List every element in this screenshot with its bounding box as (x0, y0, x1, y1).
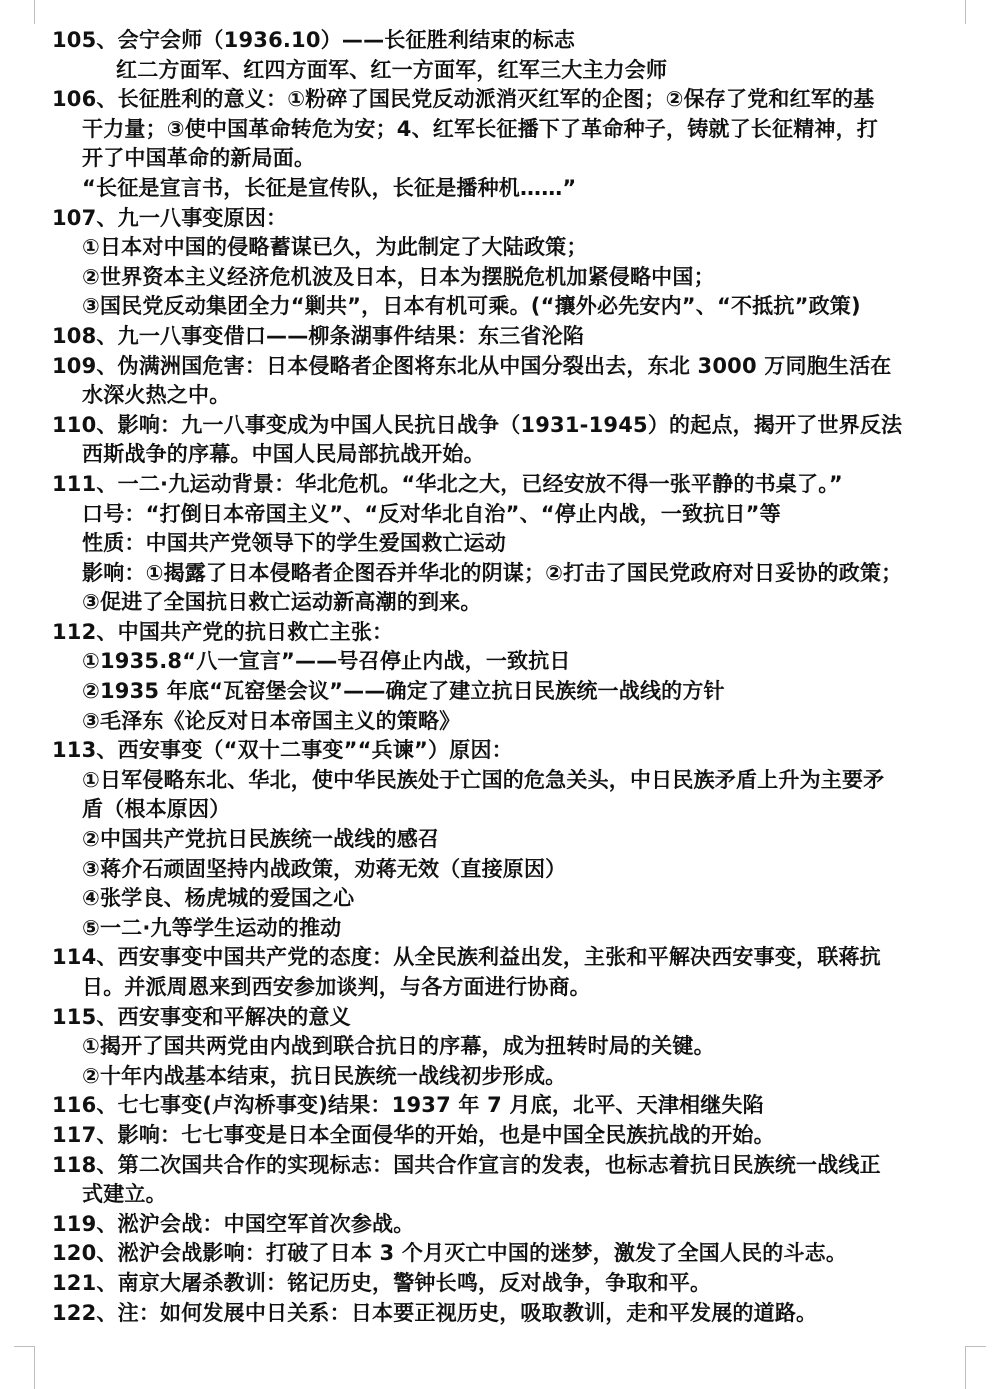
text-line: “长征是宣言书，长征是宣传队，长征是播种机……” (82, 175, 577, 200)
text-line: 红二方面军、红四方面军、红一方面军，红军三大主力会师 (116, 57, 668, 82)
crop-mark-top-left-v (34, 0, 35, 24)
text-line: 开了中国革命的新局面。 (82, 146, 316, 171)
crop-mark-bottom-left-h (14, 1346, 35, 1347)
text-line: 108、九一八事变借口——柳条湖事件结果：东三省沦陷 (52, 323, 585, 348)
text-line: ①日本对中国的侵略蓄谋已久，为此制定了大陆政策； (82, 235, 588, 260)
text-line: 盾（根本原因） (82, 797, 231, 822)
text-line: 113、西安事变（“双十二事变”“兵谏”）原因： (52, 738, 513, 763)
text-line: ①1935.8“八一宣言”——号召停止内战，一致抗日 (82, 649, 571, 674)
text-line: 影响：①揭露了日本侵略者企图吞并华北的阴谋；②打击了国民党政府对日妥协的政策； (82, 560, 903, 585)
text-line: 109、伪满洲国危害：日本侵略者企图将东北从中国分裂出去，东北 3000 万同胞生活在 (52, 353, 892, 378)
text-line: 107、九一八事变原因： (52, 205, 288, 230)
text-line: ②1935 年底“瓦窑堡会议”——确定了建立抗日民族统一战线的方针 (82, 679, 725, 704)
text-line: ③蒋介石顽固坚持内战政策，劝蒋无效（直接原因） (82, 856, 567, 881)
crop-mark-bottom-right-v (965, 1346, 966, 1389)
text-line: 式建立。 (82, 1182, 167, 1207)
text-line: 119、淞沪会战：中国空军首次参战。 (52, 1211, 415, 1236)
text-line: 112、中国共产党的抗日救亡主张： (52, 619, 394, 644)
text-line: ③毛泽东《论反对日本帝国主义的策略》 (82, 708, 461, 733)
text-line: 口号：“打倒日本帝国主义”、“反对华北自治”、“停止内战，一致抗日”等 (82, 501, 781, 526)
text-line: ③国民党反动集团全力“剿共”，日本有机可乘。(“攘外必先安内”、“不抵抗”政策) (82, 294, 861, 319)
text-line: 114、西安事变中国共产党的态度：从全民族利益出发，主张和平解决西安事变，联蒋抗 (52, 945, 881, 970)
text-line: ②中国共产党抗日民族统一战线的感召 (82, 827, 440, 852)
text-line: ①日军侵略东北、华北，使中华民族处于亡国的危急关头，中日民族矛盾上升为主要矛 (82, 767, 885, 792)
text-line: 122、注：如何发展中日关系：日本要正视历史，吸取教训，走和平发展的道路。 (52, 1300, 818, 1325)
document-body (52, 26, 977, 1328)
text-line: 110、影响：九一八事变成为中国人民抗日战争（1931-1945）的起点，揭开了世界反法 (52, 412, 903, 437)
text-line: 120、淞沪会战影响：打破了日本 3 个月灭亡中国的迷梦，激发了全国人民的斗志。 (52, 1241, 848, 1266)
text-line: 116、七七事变(卢沟桥事变)结果：1937 年 7 月底，北平、天津相继失陷 (52, 1093, 764, 1118)
text-line: 日。并派周恩来到西安参加谈判，与各方面进行协商。 (82, 975, 591, 999)
text-line: 105、会宁会师（1936.10）——长征胜利结束的标志 (52, 28, 576, 52)
text-line: 118、第二次国共合作的实现标志：国共合作宣言的发表，也标志着抗日民族统一战线正 (52, 1152, 881, 1177)
crop-mark-top-right-v (965, 0, 966, 24)
text-line: 干力量；③使中国革命转危为安；4、红军长征播下了革命种子，铸就了长征精神，打 (82, 116, 878, 141)
crop-mark-bottom-left-v (34, 1346, 35, 1389)
text-line: 西斯战争的序幕。中国人民局部抗战开始。 (82, 442, 485, 467)
text-line: ②十年内战基本结束，抗日民族统一战线初步形成。 (82, 1063, 567, 1088)
crop-mark-bottom-right-h (965, 1346, 986, 1347)
text-line: 111、一二·九运动背景：华北危机。“华北之大，已经安放不得一张平静的书桌了。” (52, 471, 843, 496)
text-line: 117、影响：七七事变是日本全面侵华的开始，也是中国全民族抗战的开始。 (52, 1122, 775, 1147)
text-line: ②世界资本主义经济危机波及日本，日本为摆脱危机加紧侵略中国； (82, 264, 715, 289)
text-line: 性质：中国共产党领导下的学生爱国救亡运动 (82, 531, 506, 556)
text-line: ③促进了全国抗日救亡运动新高潮的到来。 (82, 590, 482, 615)
text-line: ④张学良、杨虎城的爱国之心 (82, 886, 355, 911)
text-line: 115、西安事变和平解决的意义 (52, 1004, 351, 1029)
text-line: ⑤一二·九等学生运动的推动 (82, 915, 342, 940)
text-line: 106、长征胜利的意义：①粉碎了国民党反动派消灭红军的企图；②保存了党和红军的基 (52, 87, 875, 112)
text-line: ①揭开了国共两党由内战到联合抗日的序幕，成为扭转时局的关键。 (82, 1034, 715, 1059)
text-line: 121、南京大屠杀教训：铭记历史，警钟长鸣，反对战争，争取和平。 (52, 1270, 712, 1295)
text-line: 水深火热之中。 (82, 383, 231, 408)
